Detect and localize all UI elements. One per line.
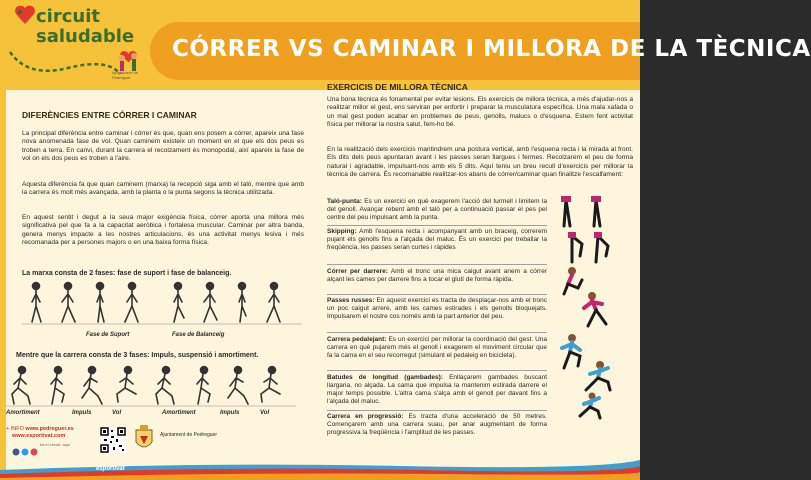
athlete-skipping-figure xyxy=(560,232,616,266)
right-paragraph-1: Una bona tècnica és fonamental per evitar lesions. Els exercicis de millora tècnica, a més d'ajudar-nos a realitzar millor el gest, ens serviran per enfortir i preparar la musculatura específica. Una mala xafada o un mal gest poden acabar en problemes de peus, genolls, malucs o d'esquena. Estem fent activitat física per millorar la nostra salut, fem-ho bé. xyxy=(327,96,633,128)
athlete-talo-punta-figure xyxy=(556,196,616,230)
ajuntament-label: Ajuntament de Pedreguer xyxy=(160,432,217,438)
circuit-saludable-logo xyxy=(0,0,150,90)
run-label-vol-2: Vol xyxy=(260,410,270,416)
left-paragraph-3: En aquest sentit i degut a la seua major exigència física, córrer aporta una millora més significativa pel que fa a la capacitat aeròbica i fortalesa muscular. Caminar per altra banda, genera menys impacte a les nostres articulacions, és una activitat menys lesiva i més recomanada per a persones majors o en una baixa forma física. xyxy=(22,214,304,246)
athlete-carrera-progressio-figure xyxy=(572,392,612,420)
walk-label-support: Fase de Suport xyxy=(86,332,130,338)
exercise-name: Taló-punta: xyxy=(327,198,362,205)
exercise-name: Batudes de longitud (gambades): xyxy=(327,374,443,381)
run-label-impuls-2: Impuls xyxy=(220,410,240,416)
exercise-name: Carrera en progressió: xyxy=(327,413,404,420)
exercise-text: Amb el tronc una mica caigut avant anem a córrer alçant les cames per darrere fins a tocar el glutí de forma ràpida. xyxy=(327,268,547,284)
run-label-amortiment-2: Amortiment xyxy=(162,410,196,416)
exercise-skipping xyxy=(327,228,547,252)
esportivat-brand: esportivat xyxy=(96,466,125,472)
divider xyxy=(327,225,547,226)
logo-word-circuit: circuit xyxy=(36,6,100,27)
exercise-name: Skipping: xyxy=(327,228,357,235)
left-paragraph-1: La principal diferència entre caminar i córrer és que, quan ens posem a córrer, apareix una fase nova anomenada fase de vol. Quan caminem existeix un moment en el que els dos peus es troben a terra. En canvi, durant la carrera el recolzament és monopodal, així apareix la fase de vol on els dos peus es troben a l'aire. xyxy=(22,130,304,162)
exercise-text: Es tracta d'una acceleració de 50 metres. Començarem amb una carrera suau, per anar augmentant de forma progressiva la freqüència i l'amplitud de les passes. xyxy=(327,413,547,437)
divider xyxy=(327,370,547,371)
footer-small-text: tot el circuit, aquí xyxy=(40,442,71,447)
right-heading: EXERCICIS DE MILLORA TÈCNICA xyxy=(327,82,468,92)
town-crest-icon xyxy=(134,424,154,452)
exercise-carrera-en-progressio xyxy=(327,413,547,437)
exercise-batudes xyxy=(327,374,547,406)
exercise-name: Passes russes: xyxy=(327,297,375,304)
run-label-amortiment-1: Amortiment xyxy=(6,410,40,416)
exercise-carrera-pedalejant xyxy=(327,336,547,360)
walk-phases-heading: La marxa consta de 2 fases: fase de suport i fase de balanceig. xyxy=(22,270,232,277)
athlete-batudes-figure xyxy=(580,360,620,394)
walk-label-swing: Fase de Balanceig xyxy=(172,332,225,338)
logo-word-saludable: saludable xyxy=(36,26,135,47)
page-title: CÓRRER VS CAMINAR I MILLORA DE LA TÈCNICA xyxy=(172,36,811,62)
left-paragraph-2: Aquesta diferència fa que quan caminem (marxa) la recepció siga amb el taló, mentre que amb la carrera és molt més avançada, amb la planta o la punta segons la tècnica utilitzada. xyxy=(22,181,304,197)
exercise-text: Es un exercici per millorar la coordinació del gest. Una carrera en què pujarem més el genoll i exagerem el moviment circular que fa la cama en el seu recorregut (simulant el pedaleig en bicicleta). xyxy=(327,336,547,360)
info-prefix: + INFO xyxy=(6,426,24,432)
exercise-name: Córrer per darrere: xyxy=(327,268,388,275)
facebook-icon xyxy=(13,449,20,456)
walking-sequence-figure xyxy=(22,280,302,330)
link-esportivat[interactable]: www.esportivat.com xyxy=(12,433,66,439)
run-phases-heading: Mentre que la carrera consta de 3 fases: Impuls, suspensió i amortiment. xyxy=(16,352,259,359)
athlete-passes-russes-figure xyxy=(576,290,616,330)
logo-ajuntament-text: Ajuntament de Pedreguer xyxy=(112,70,138,80)
run-label-impuls-1: Impuls xyxy=(72,410,92,416)
exercise-passes-russes xyxy=(327,297,547,321)
divider xyxy=(327,264,547,265)
divider xyxy=(327,410,547,411)
divider xyxy=(327,294,547,295)
exercise-correr-per-darrere xyxy=(327,268,547,284)
exercise-text: Enllaçarem gambades buscant llargaria, no alçada. La cama que impulsa la mantenim estirada darrere el major temps possible. L'altra cama s'alça amb el genoll per davant fins a l'alçada del maluc. xyxy=(327,374,547,406)
running-sequence-figure xyxy=(6,364,296,408)
twitter-icon xyxy=(22,449,29,456)
divider xyxy=(327,332,547,333)
exercise-name: Carrera pedalejant: xyxy=(327,336,387,343)
run-label-vol-1: Vol xyxy=(112,410,122,416)
exercise-text: En aquest exercici es tracta de desplaçar-nos amb el tronc un poc caigut arrere, amb les cames estirades i els genolls bloquejats. Impulsarem el nostre cos només amb la part anterior del peu. xyxy=(327,297,547,321)
link-pedreguer[interactable]: www.pedreguer.es xyxy=(25,426,74,432)
qr-code-icon xyxy=(100,427,126,453)
footer-info xyxy=(6,426,74,440)
heart-icon xyxy=(14,4,36,26)
instagram-icon xyxy=(31,449,38,456)
right-paragraph-2: En la realització dels exercicis mantindrem una postura vertical, amb l'esquena recta i la mirada al front. Els dits dels peus apuntaran avant i les passes seran llargues i fermes. Recolzarem el peu de forma natural i agradable, impulsant-nos amb els 5 dits. Aquí teniu un breu recull d'exercicis per millorar la tècnica de carrera. És recomanable realitzar-los abans de córrer/caminar quan finalitze l'escalfament: xyxy=(327,146,633,178)
left-heading: DIFERÈNCIES ENTRE CÓRRER I CAMINAR xyxy=(22,110,197,120)
exercise-talo-punta xyxy=(327,198,547,222)
social-icons xyxy=(12,448,52,456)
exercise-text: Es un exercici en què exagerem l'acció del turmell i limitem la del genoll. Avançar rebent amb el taló per a continuació passar el pes pel centre del peu impulsant amb la punta. xyxy=(327,198,547,222)
exercise-text: Amb l'esquena recta i acompanyant amb un braceig, correrem pujant els genolls fins a l'alçada del maluc. És un exercici per treballar la freqüència, les passes seran curtes i ràpides xyxy=(327,228,547,252)
